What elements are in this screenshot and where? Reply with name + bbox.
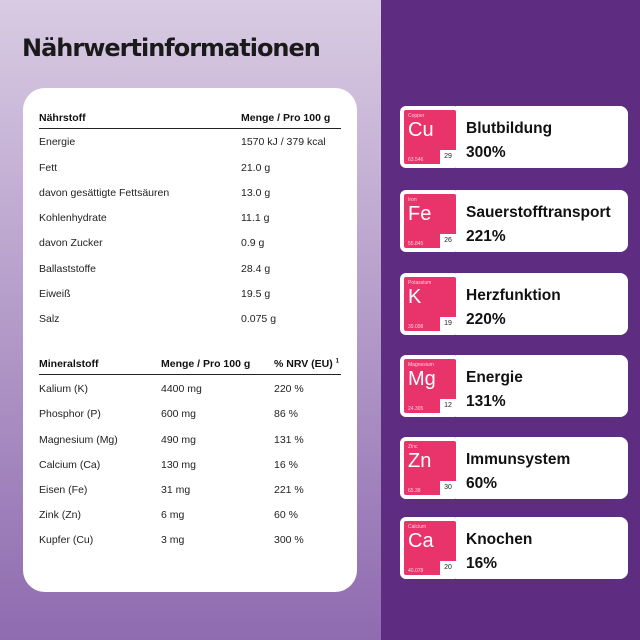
mineral-nrv: 86 %: [274, 408, 298, 420]
element-number: 29: [440, 150, 456, 164]
element-percent: 221%: [466, 228, 506, 245]
mineral-amount: 490 mg: [161, 434, 197, 446]
mineral-amount: 6 mg: [161, 509, 185, 521]
mineral-header-name: Mineralstoff: [39, 358, 99, 370]
element-name: Potassium: [408, 280, 432, 286]
element-number: 19: [440, 317, 456, 331]
element-tile-fill: [404, 441, 456, 495]
mineral-amount: 130 mg: [161, 459, 197, 471]
mineral-name: Zink (Zn): [39, 509, 81, 521]
element-name: Iron: [408, 197, 417, 203]
nutrient-amount: 11.1 g: [241, 212, 270, 224]
nutrient-name: davon Zucker: [39, 237, 103, 249]
element-name: Calcium: [408, 524, 427, 530]
element-label-box: [456, 355, 628, 417]
element-label-box: [456, 437, 628, 499]
element-mass: 65.38: [408, 488, 421, 494]
mineral-nrv: 60 %: [274, 509, 298, 521]
element-tile: [400, 437, 460, 499]
element-tile-fill: [404, 277, 456, 331]
mineral-nrv: 300 %: [274, 534, 304, 546]
element-tile: [400, 190, 460, 252]
mineral-amount: 600 mg: [161, 408, 197, 420]
footnote-marker: 1: [335, 358, 339, 365]
element-symbol: Fe: [408, 203, 432, 225]
element-tile: [400, 355, 460, 417]
element-number: 20: [440, 561, 456, 575]
nutrient-name: Kohlenhydrate: [39, 212, 107, 224]
page-title: Nährwertinformationen: [22, 34, 320, 62]
element-tile-fill: [404, 521, 456, 575]
mineral-nrv: 220 %: [274, 383, 304, 395]
element-mass: 24.305: [408, 406, 424, 412]
nutrient-amount: 19.5 g: [241, 288, 271, 300]
element-percent: 220%: [466, 311, 506, 328]
mineral-header-amount: Menge / Pro 100 g: [161, 358, 251, 370]
element-percent: 60%: [466, 475, 498, 492]
mineral-header-nrv: [274, 358, 339, 370]
nutrition-table-card: [23, 88, 357, 592]
nutrient-name: Salz: [39, 313, 60, 325]
element-mass: 55.845: [408, 241, 424, 247]
mineral-nrv: 221 %: [274, 484, 304, 496]
mineral-nrv: 131 %: [274, 434, 304, 446]
nutrient-amount: 0.075 g: [241, 313, 277, 325]
mineral-name: Calcium (Ca): [39, 459, 101, 471]
element-benefit: Energie: [466, 369, 523, 386]
element-mass: 63.546: [408, 157, 424, 163]
mineral-name: Eisen (Fe): [39, 484, 88, 496]
element-tile-fill: [404, 359, 456, 413]
mineral-amount: 31 mg: [161, 484, 191, 496]
element-card-magnesium: [400, 355, 628, 417]
element-card-copper: [400, 106, 628, 168]
nutrient-name: Fett: [39, 162, 58, 174]
element-card-potassium: [400, 273, 628, 335]
nutrient-amount: 0.9 g: [241, 237, 265, 249]
element-label-box: [456, 273, 628, 335]
mineral-nrv: 16 %: [274, 459, 298, 471]
element-name: Magnesium: [408, 362, 434, 368]
mineral-header-divider: [39, 374, 341, 375]
element-benefit: Immunsystem: [466, 451, 571, 468]
element-symbol: Cu: [408, 119, 434, 141]
nutrient-amount: 1570 kJ / 379 kcal: [241, 136, 326, 148]
element-name: Copper: [408, 113, 425, 119]
element-card-zinc: [400, 437, 628, 499]
element-number: 12: [440, 399, 456, 413]
element-tile: [400, 517, 460, 579]
element-name: Zinc: [408, 444, 418, 450]
element-label-box: [456, 190, 628, 252]
nutrient-name: Ballaststoffe: [39, 263, 97, 275]
element-tile-fill: [404, 194, 456, 248]
element-symbol: Ca: [408, 530, 434, 552]
nutrient-name: davon gesättigte Fettsäuren: [39, 187, 170, 199]
mineral-name: Phosphor (P): [39, 408, 101, 420]
mineral-amount: 4400 mg: [161, 383, 202, 395]
mineral-header-nrv-text: % NRV (EU): [274, 358, 333, 370]
element-card-iron: [400, 190, 628, 252]
nutrient-amount: 13.0 g: [241, 187, 271, 199]
element-percent: 300%: [466, 144, 506, 161]
nutrient-amount: 21.0 g: [241, 162, 271, 174]
nutrient-header-divider: [39, 128, 341, 129]
element-tile-fill: [404, 110, 456, 164]
element-mass: 40.078: [408, 568, 424, 574]
element-symbol: K: [408, 286, 422, 308]
nutrient-name: Energie: [39, 136, 76, 148]
element-symbol: Mg: [408, 368, 436, 390]
mineral-name: Magnesium (Mg): [39, 434, 118, 446]
element-benefit: Sauerstofftransport: [466, 204, 611, 221]
element-number: 26: [440, 234, 456, 248]
element-number: 30: [440, 481, 456, 495]
nutrient-amount: 28.4 g: [241, 263, 271, 275]
element-benefit: Herzfunktion: [466, 287, 561, 304]
mineral-name: Kalium (K): [39, 383, 89, 395]
mineral-name: Kupfer (Cu): [39, 534, 94, 546]
mineral-amount: 3 mg: [161, 534, 185, 546]
element-label-box: [456, 517, 628, 579]
element-label-box: [456, 106, 628, 168]
element-card-calcium: [400, 517, 628, 579]
element-tile: [400, 273, 460, 335]
nutrient-header-amount: Menge / Pro 100 g: [241, 112, 331, 124]
nutrient-header-name: Nährstoff: [39, 112, 86, 124]
nutrient-name: Eiweiß: [39, 288, 71, 300]
element-percent: 16%: [466, 555, 498, 572]
element-mass: 39.098: [408, 324, 424, 330]
element-tile: [400, 106, 460, 168]
element-percent: 131%: [466, 393, 506, 410]
element-benefit: Blutbildung: [466, 120, 553, 137]
element-benefit: Knochen: [466, 531, 533, 548]
element-symbol: Zn: [408, 450, 432, 472]
